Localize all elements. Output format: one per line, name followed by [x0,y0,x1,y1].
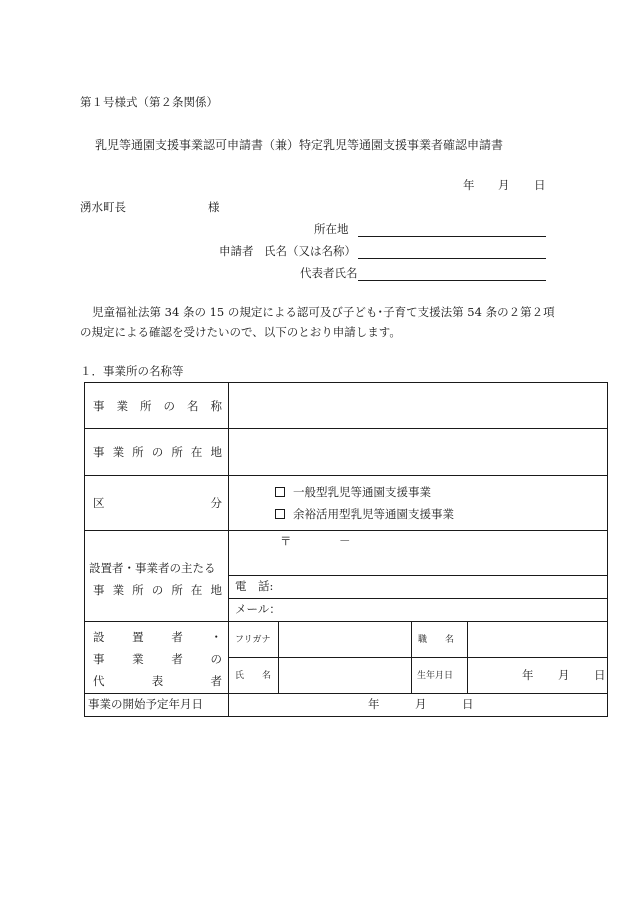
date-day-label: 日 [534,178,546,192]
name-field[interactable] [285,669,405,683]
facility-name-label: 事 業 所 の 名 称 [93,399,222,413]
postal-dash: － [339,534,351,548]
facility-name-row [85,383,607,429]
birth-year-label: 年 [522,668,534,682]
addressee-name: 湧水町長 [80,200,126,214]
category-option-general-label: 一般型乳児等通園支援事業 [293,485,431,499]
postal-mark: 〒 [280,534,292,548]
category-option-surplus-label: 余裕活用型乳児等通園支援事業 [293,507,454,521]
start-year-label: 年 [368,697,380,711]
facility-address-label: 事 業 所 の 所 在 地 [93,445,222,459]
start-date-label: 事業の開始予定年月日 [88,697,203,711]
date-year-label: 年 [463,178,475,192]
page-title: 乳児等通園支援事業認可申請書（兼）特定乳児等通園支援事業者確認申請書 [95,138,504,152]
main-office-label-line2: 事 業 所 の 所 在 地 [93,583,222,597]
addressee-honorific: 様 [208,200,220,214]
category-label-cell [85,476,229,530]
main-office-divider-2 [229,598,607,599]
applicant-address-field[interactable] [358,236,546,237]
applicant-label: 申請者 [219,244,254,258]
main-office-divider-1 [229,575,607,576]
birthdate-label: 生年月日 [417,671,454,681]
checkbox-general[interactable] [275,487,285,497]
category-row [85,476,607,531]
start-month-label: 月 [415,697,427,711]
date-month-label: 月 [498,178,510,192]
representative-label-cell [85,622,229,693]
category-option-surplus[interactable] [275,509,454,521]
rep-divider-h [229,657,607,658]
phone-label: 電 話: [235,579,274,593]
representative-label-line2: 事 業 者 の [93,652,222,666]
birth-month-label: 月 [558,668,570,682]
body-text-line1: 児童福祉法第 34 条の 15 の規定による認可及び子ども･子育て支援法第 54 条の２第２項 [92,305,555,319]
applicant-rep-label: 代表者氏名 [300,266,358,280]
facility-name-label-cell [85,383,229,428]
facility-address-row [85,429,607,476]
form-number: 第１号様式（第２条関係） [80,95,218,109]
body-text-line2: の規定による確認を受けたいので、以下のとおり申請します。 [80,325,401,339]
furigana-field[interactable] [285,633,405,647]
representative-label-line3: 代 表 者 [93,674,222,688]
start-day-label: 日 [462,697,474,711]
main-office-label-cell [85,531,229,621]
applicant-address-label: 所在地 [314,222,349,236]
main-office-row [85,531,607,622]
birth-day-label: 日 [594,668,606,682]
section-heading: １．事業所の名称等 [80,364,184,378]
applicant-name-field[interactable] [358,258,546,259]
facility-info-table [84,382,608,717]
main-office-label-line1: 設置者・事業者の主たる [89,561,216,575]
furigana-label: フリガナ [235,635,271,645]
email-label: メール： [235,602,281,616]
name-label: 氏 名 [235,671,272,681]
category-label: 区 分 [93,496,222,510]
category-option-general[interactable] [275,487,431,499]
applicant-rep-field[interactable] [358,280,546,281]
title-field[interactable] [473,633,593,647]
checkbox-surplus[interactable] [275,509,285,519]
start-date-row [85,694,607,716]
applicant-name-label: 氏名（又は名称） [264,244,356,258]
facility-address-label-cell [85,429,229,475]
representative-row [85,622,607,694]
title-label: 職 名 [418,635,455,645]
representative-label-line1: 設 置 者 ・ [93,630,222,644]
start-date-label-cell [85,694,229,716]
